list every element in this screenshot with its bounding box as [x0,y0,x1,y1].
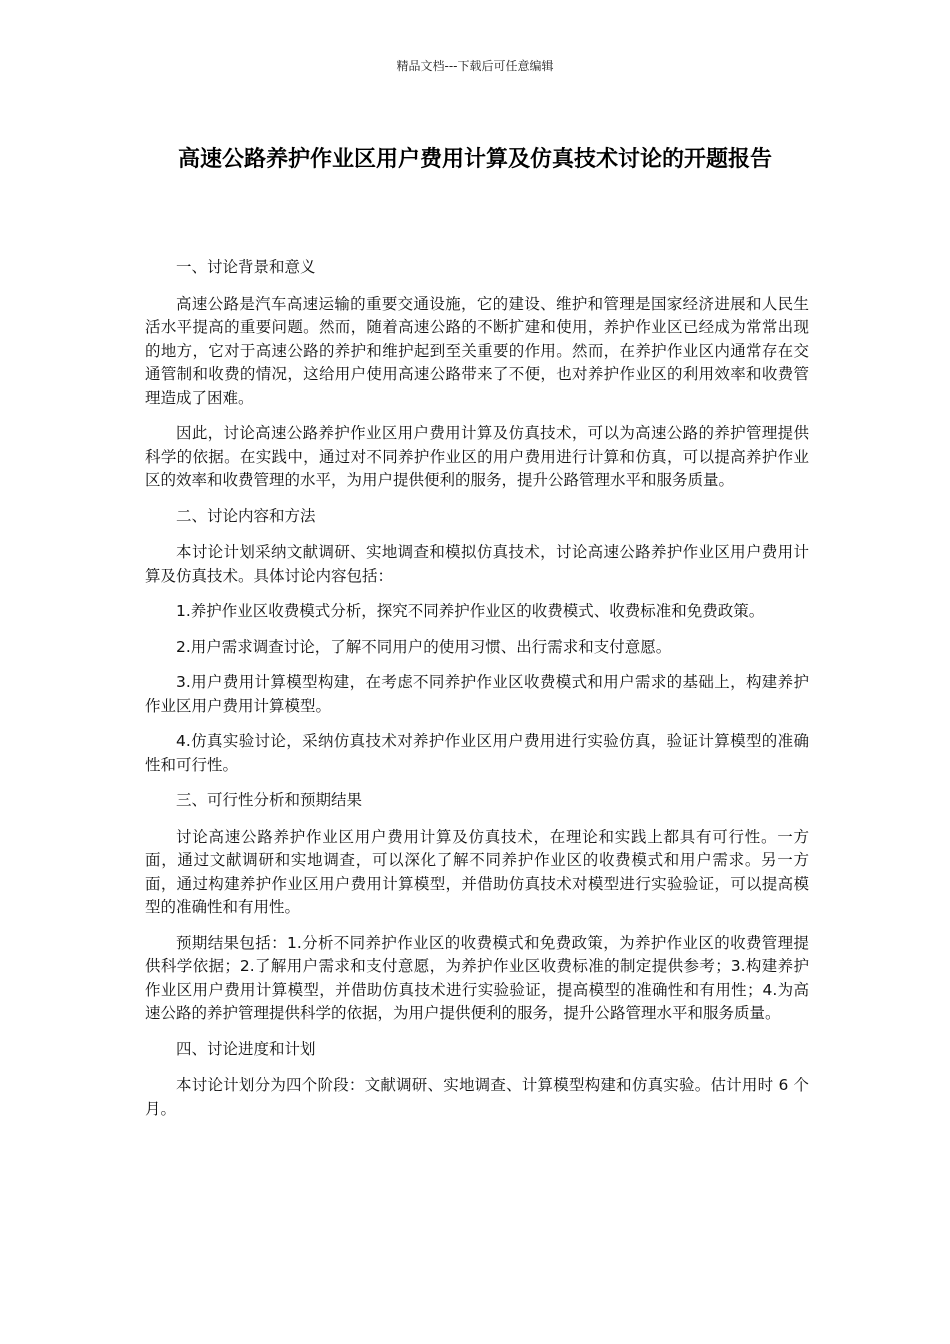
list-item: 3.用户费用计算模型构建，在考虑不同养护作业区收费模式和用户需求的基础上，构建养护作业区用户费用计算模型。 [145,673,809,715]
section-heading-content-methods: 二、讨论内容和方法 [176,506,316,525]
document-body [145,256,809,1133]
section-heading-feasibility: 三、可行性分析和预期结果 [176,791,363,809]
paragraph: 本讨论计划采纳文献调研、实地调查和模拟仿真技术，讨论高速公路养护作业区用户费用计算及仿真技术。具体讨论内容包括： [145,543,809,585]
document-title: 高速公路养护作业区用户费用计算及仿真技术讨论的开题报告 [177,147,772,172]
paragraph: 讨论高速公路养护作业区用户费用计算及仿真技术，在理论和实践上都具有可行性。一方面，通过文献调研和实地调查，可以深化了解不同养护作业区的收费模式和用户需求。另一方面，通过构建养护作业区用户费用计算模型，并借助仿真技术对模型进行实验验证，可以提高模型的准确性和有用性。 [145,827,809,916]
list-item: 4.仿真实验讨论，采纳仿真技术对养护作业区用户费用进行实验仿真，验证计算模型的准确性和可行性。 [145,732,809,774]
paragraph: 本讨论计划分为四个阶段：文献调研、实地调查、计算模型构建和仿真实验。估计用时 6 个月。 [145,1076,809,1118]
section-heading-background: 一、讨论背景和意义 [176,258,316,276]
list-item: 1.养护作业区收费模式分析，探究不同养护作业区的收费模式、收费标准和免费政策。 [176,602,765,620]
section-heading-schedule: 四、讨论进度和计划 [176,1039,316,1058]
paragraph: 预期结果包括：1.分析不同养护作业区的收费模式和免费政策，为养护作业区的收费管理提供科学依据；2.了解用户需求和支付意愿，为养护作业区收费标准的制定提供参考；3.构建养护作业区用户费用计算模型，并借助仿真技术进行实验验证，提高模型的准确性和有用性；4.为高速公路的养护管理提供科学的依据，为用户提供便利的服务，提升公路管理水平和服务质量。 [145,933,809,1022]
paragraph: 高速公路是汽车高速运输的重要交通设施，它的建设、维护和管理是国家经济进展和人民生活水平提高的重要问题。然而，随着高速公路的不断扩建和使用，养护作业区已经成为常常出现的地方，它对于高速公路的养护和维护起到至关重要的作用。然而，在养护作业区内通常存在交通管制和收费的情况，这给用户使用高速公路带来了不便，也对养护作业区的利用效率和收费管理造成了困难。 [145,294,809,407]
paragraph: 因此，讨论高速公路养护作业区用户费用计算及仿真技术，可以为高速公路的养护管理提供科学的依据。在实践中，通过对不同养护作业区的用户费用进行计算和仿真，可以提高养护作业区的效率和收费管理的水平，为用户提供便利的服务，提升公路管理水平和服务质量。 [145,424,809,489]
header-note: 精品文档---下载后可任意编辑 [396,59,554,73]
list-item: 2.用户需求调查讨论，了解不同用户的使用习惯、出行需求和支付意愿。 [176,637,672,656]
